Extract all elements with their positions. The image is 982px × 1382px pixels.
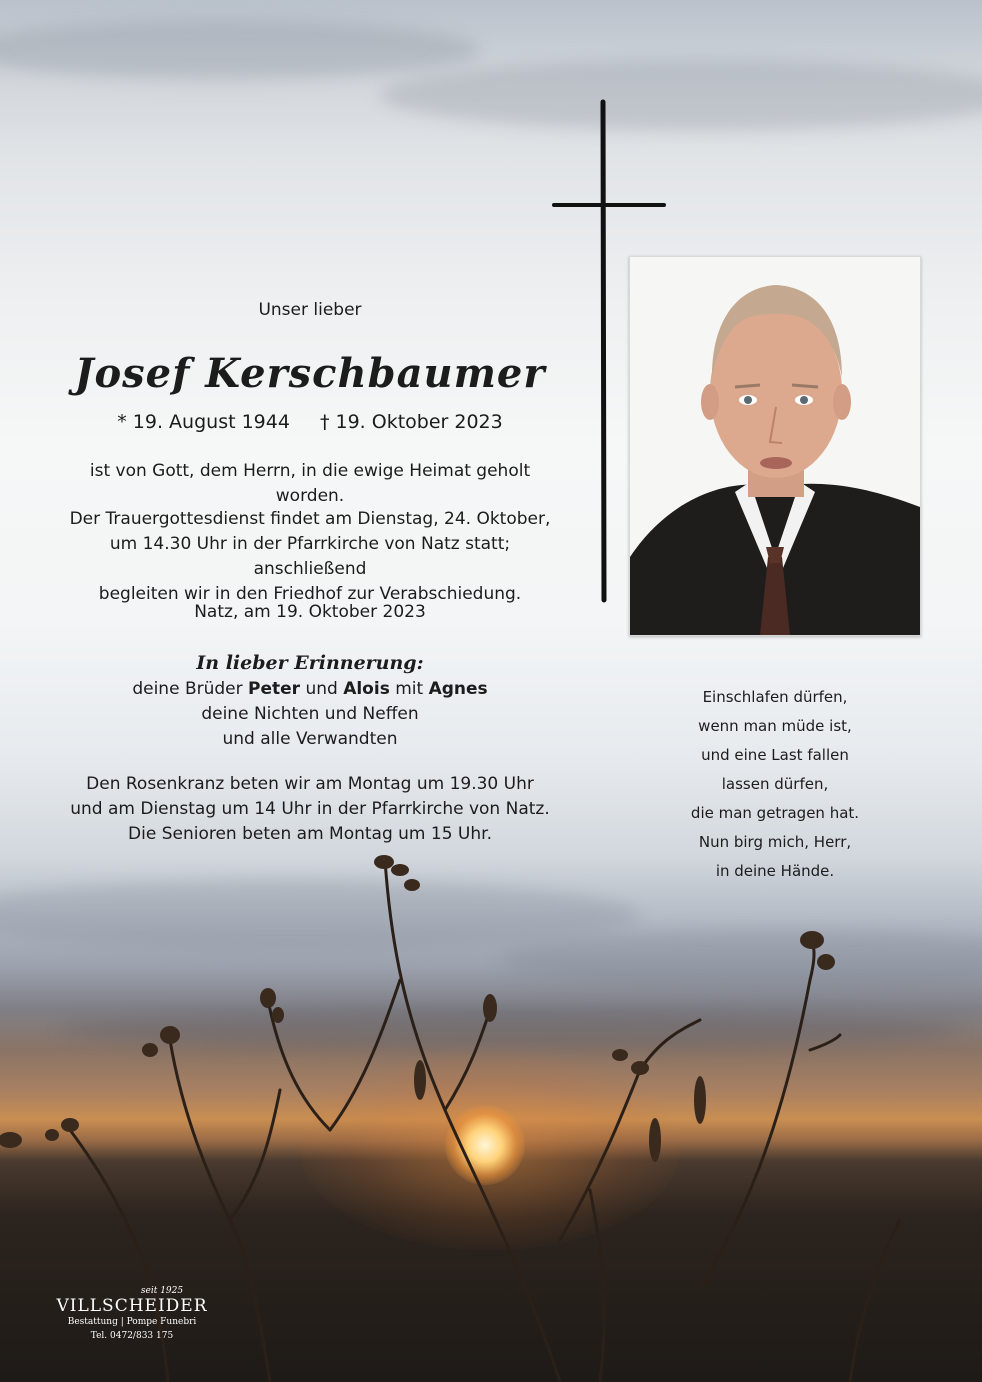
- heaven-text: ist von Gott, dem Herrn, in die ewige Heimat geholt worden.: [89, 461, 531, 506]
- funeral-line: begleiten wir in den Friedhof zur Verabschiedung.: [98, 584, 522, 604]
- death-date: † 19. Oktober 2023: [319, 411, 503, 433]
- logo-phone: Tel. 0472/833 175: [90, 1331, 174, 1341]
- poem-line: die man getragen hat.: [690, 804, 860, 822]
- logo-subtitle: Bestattung | Pompe Funebri: [67, 1317, 197, 1327]
- rosary-line: und am Dienstag um 14 Uhr in der Pfarrkirche von Natz.: [70, 799, 550, 819]
- poem: [660, 683, 890, 886]
- mourners-line: [60, 677, 560, 702]
- poem-line: und eine Last fallen: [701, 746, 849, 764]
- poem-line: Einschlafen dürfen,: [702, 688, 848, 706]
- poem-line: wenn man müde ist,: [698, 717, 852, 735]
- mourners-text: und: [300, 679, 344, 699]
- funeral-paragraph: [60, 507, 560, 607]
- mourner-name: Agnes: [428, 679, 488, 699]
- mourners-text: mit: [389, 679, 429, 699]
- funeral-home-logo: [52, 1286, 212, 1343]
- poem-line: Nun birg mich, Herr,: [698, 833, 852, 851]
- place-date: Natz, am 19. Oktober 2023: [194, 602, 426, 622]
- life-dates: [60, 410, 560, 435]
- remembrance-heading: In lieber Erinnerung:: [196, 652, 424, 674]
- mourners-line: deine Nichten und Neffen: [201, 704, 419, 724]
- intro-text: Unser lieber: [258, 300, 362, 320]
- portrait-photo: [629, 256, 921, 636]
- rosary-line: Die Senioren beten am Montag um 15 Uhr.: [128, 824, 492, 844]
- funeral-line: Der Trauergottesdienst findet am Dienstag, 24. Oktober,: [69, 509, 551, 529]
- rosary-paragraph: [60, 772, 560, 847]
- poem-line: in deine Hände.: [715, 862, 835, 880]
- funeral-line: um 14.30 Uhr in der Pfarrkirche von Natz statt; anschließend: [109, 534, 511, 579]
- logo-since: seit 1925: [140, 1286, 184, 1296]
- birth-date: * 19. August 1944: [117, 411, 290, 433]
- mourners-list: [60, 677, 560, 752]
- deceased-name: Josef Kerschbaumer: [74, 350, 546, 397]
- rosary-line: Den Rosenkranz beten wir am Montag um 19.30 Uhr: [86, 774, 534, 794]
- mourners-line: und alle Verwandten: [222, 729, 398, 749]
- poem-line: lassen dürfen,: [721, 775, 829, 793]
- mourners-text: deine Brüder: [132, 679, 249, 699]
- mourner-name: Peter: [248, 679, 301, 699]
- mourner-name: Alois: [343, 679, 390, 699]
- logo-brand: VILLSCHEIDER: [56, 1296, 208, 1316]
